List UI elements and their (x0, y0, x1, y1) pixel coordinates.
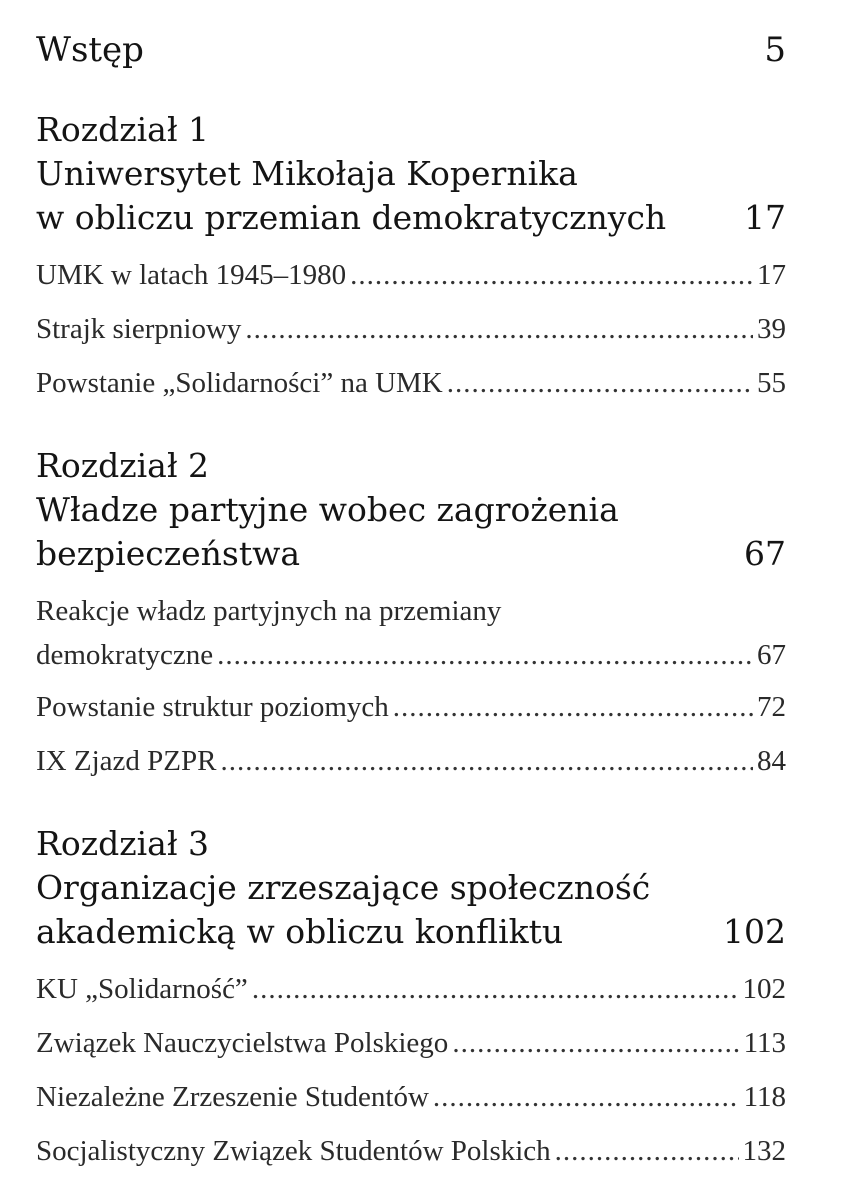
toc-section-row[interactable] (36, 744, 786, 778)
dot-leader (452, 1026, 739, 1060)
section-title-line: Reakcje władz partyjnych na przemiany (36, 595, 502, 627)
section-page: 55 (757, 367, 786, 399)
chapter-label: Rozdział 3 (36, 824, 210, 863)
chapter-title-line: akademicką w obliczu konfliktu (36, 912, 564, 951)
dot-leader (433, 1080, 740, 1114)
chapter-title-line: Organizacje zrzeszające społeczność (36, 868, 651, 907)
chapter-title-line: Uniwersytet Mikołaja Kopernika (36, 154, 578, 193)
chapter-title-line: Władze partyjne wobec zagrożenia (36, 490, 619, 529)
section-page: 67 (757, 639, 786, 671)
dot-leader (447, 366, 753, 400)
section-title: KU „Solidarność” (36, 973, 248, 1005)
section-page: 39 (757, 313, 786, 345)
section-page: 84 (757, 745, 786, 777)
dot-leader (220, 744, 753, 778)
dot-leader (252, 972, 739, 1006)
toc-section-row[interactable] (36, 690, 786, 724)
chapter-title-line: bezpieczeństwa (36, 534, 301, 573)
toc-section-row[interactable] (36, 258, 786, 292)
toc-entry-page: 5 (764, 30, 786, 70)
table-of-contents (36, 0, 786, 1204)
section-title: Niezależne Zrzeszenie Studentów (36, 1081, 429, 1113)
dot-leader (350, 258, 753, 292)
chapter-title-row[interactable] (36, 198, 786, 238)
chapter-title-row[interactable] (36, 912, 786, 952)
section-title: Strajk sierpniowy (36, 313, 242, 345)
section-page: 118 (743, 1081, 786, 1113)
toc-section-row[interactable] (36, 1134, 786, 1168)
chapter-page: 67 (744, 534, 786, 573)
chapter-title-row[interactable] (36, 534, 786, 574)
toc-section-row[interactable] (36, 972, 786, 1006)
section-title: Związek Nauczycielstwa Polskiego (36, 1027, 449, 1059)
section-title: Powstanie struktur poziomych (36, 691, 389, 723)
section-title: demokratyczne (36, 639, 214, 671)
section-page: 72 (757, 691, 786, 723)
dot-leader (217, 638, 753, 672)
toc-section-row[interactable] (36, 312, 786, 346)
toc-section-row[interactable] (36, 1026, 786, 1060)
dot-leader (555, 1134, 739, 1168)
section-page: 113 (743, 1027, 786, 1059)
toc-section-row[interactable] (36, 366, 786, 400)
chapter-page: 102 (723, 912, 786, 951)
section-title: UMK w latach 1945–1980 (36, 259, 347, 291)
dot-leader (393, 690, 753, 724)
chapter-label: Rozdział 1 (36, 110, 210, 149)
toc-entry-title: Wstęp (36, 30, 144, 70)
chapter-title-line: w obliczu przemian demokratycznych (36, 198, 667, 237)
toc-section-row[interactable] (36, 638, 786, 672)
section-page: 102 (742, 973, 786, 1005)
section-page: 132 (742, 1135, 786, 1167)
section-title: IX Zjazd PZPR (36, 745, 217, 777)
section-title: Powstanie „Solidarności” na UMK (36, 367, 443, 399)
section-page: 17 (757, 259, 786, 291)
section-title: Socjalistyczny Związek Studentów Polskich (36, 1135, 551, 1167)
toc-entry-intro[interactable] (36, 30, 786, 70)
chapter-page: 17 (744, 198, 786, 237)
toc-section-row[interactable] (36, 1080, 786, 1114)
dot-leader (245, 312, 753, 346)
chapter-label: Rozdział 2 (36, 446, 210, 485)
